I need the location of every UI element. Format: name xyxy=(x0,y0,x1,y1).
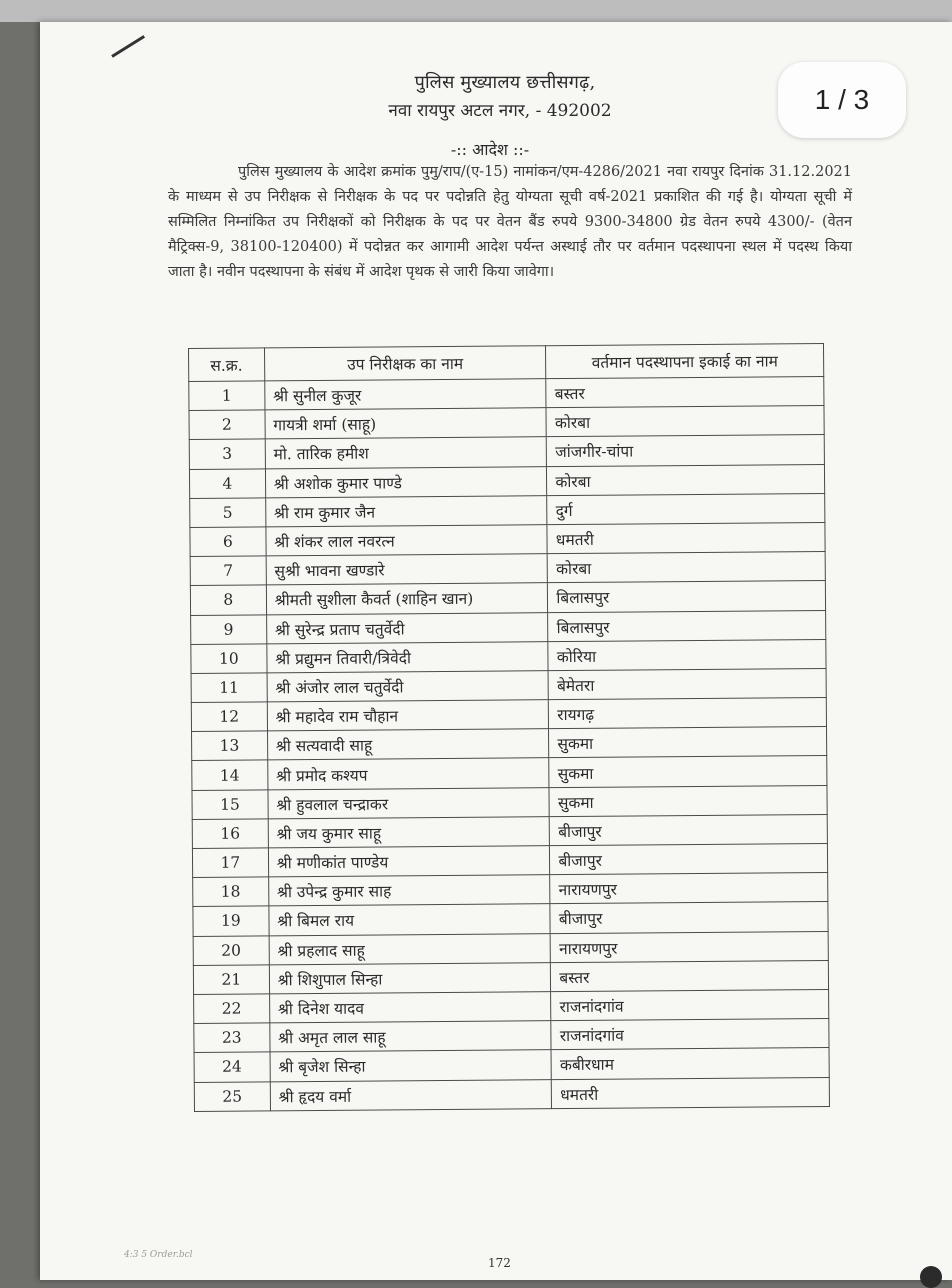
posting-unit-cell: धमतरी xyxy=(547,522,825,553)
posting-unit-cell: दुर्ग xyxy=(547,493,825,524)
officer-name-cell: श्री अशोक कुमार पाण्डे xyxy=(265,466,547,497)
serial-cell: 15 xyxy=(192,790,268,820)
posting-unit-cell: सुकमा xyxy=(549,756,827,787)
page-counter-badge[interactable]: 1 / 3 xyxy=(778,62,906,138)
officer-name-cell: श्री शंकर लाल नवरत्न xyxy=(266,525,548,556)
posting-unit-cell: राजनांदगांव xyxy=(551,1019,829,1050)
header-name: उप निरीक्षक का नाम xyxy=(264,346,546,381)
serial-cell: 1 xyxy=(189,381,265,411)
posting-unit-cell: नारायणपुर xyxy=(550,873,828,904)
order-paragraph: पुलिस मुख्यालय के आदेश क्रमांक पुमु/राप/(ए-15) नामांकन/एम-4286/2021 नवा रायपुर दिनांक 31.12.2021 के माध्यम से उप निरीक्षक से निरीक्षक के पद पर पदोन्नति हेतु योग्यता सूची वर्ष-2021 प्रकाशित की गई है। योग्यता सूची में सम्मिलित निम्नांकित उप निरीक्षकों को निरीक्षक के पद पर वेतन बैंड रुपये 9300-34800 ग्रेड वेतन रुपये 4300/- (वेतन मैट्रिक्स-9, 38100-120400) में पदोन्नत कर आगामी आदेश पर्यन्त अस्थाई तौर पर वर्तमान पदस्थापना स्थल में पदस्थ किया जाता है। नवीन पदस्थापना के संबंध में आदेश पृथक से जारी किया जावेगा। xyxy=(168,164,852,280)
serial-cell: 6 xyxy=(190,527,266,557)
posting-unit-cell: बेमेतरा xyxy=(548,668,826,699)
serial-cell: 19 xyxy=(193,906,269,936)
posting-unit-cell: जांजगीर-चांपा xyxy=(547,435,825,466)
officer-name-cell: श्री राम कुमार जैन xyxy=(265,495,547,526)
serial-cell: 14 xyxy=(192,760,268,790)
table-row xyxy=(194,1077,829,1111)
promotion-table xyxy=(188,343,830,1112)
serial-cell: 8 xyxy=(190,585,266,615)
officer-name-cell: श्री अंजोर लाल चतुर्वेदी xyxy=(267,671,549,702)
serial-cell: 25 xyxy=(194,1081,270,1111)
posting-unit-cell: कोरबा xyxy=(547,464,825,495)
officer-name-cell: श्री महादेव राम चौहान xyxy=(267,700,549,731)
posting-unit-cell: कोरबा xyxy=(547,552,825,583)
officer-name-cell: श्री सुनील कुजूर xyxy=(264,379,546,410)
serial-cell: 5 xyxy=(190,498,266,528)
serial-cell: 18 xyxy=(193,877,269,907)
officer-name-cell: श्री प्रहलाद साहू xyxy=(269,933,551,964)
footer-reference: 4:3 5 Order.bcl xyxy=(124,1250,193,1260)
table-body xyxy=(189,377,830,1112)
serial-cell: 17 xyxy=(192,848,268,878)
officer-name-cell: श्री शिशुपाल सिन्हा xyxy=(269,962,551,993)
officer-name-cell: सुश्री भावना खण्डारे xyxy=(266,554,548,585)
posting-unit-cell: रायगढ़ xyxy=(549,698,827,729)
officer-name-cell: श्री दिनेश यादव xyxy=(269,992,551,1023)
posting-unit-cell: बीजापुर xyxy=(550,902,828,933)
footer-page-number: 172 xyxy=(488,1256,511,1270)
corner-dot xyxy=(920,1266,942,1288)
table-header-row xyxy=(189,344,824,382)
serial-cell: 7 xyxy=(190,556,266,586)
serial-cell: 24 xyxy=(194,1052,270,1082)
posting-unit-cell: सुकमा xyxy=(549,785,827,816)
serial-cell: 11 xyxy=(191,673,267,703)
officer-name-cell: श्री अमृत लाल साहू xyxy=(270,1021,552,1052)
posting-unit-cell: बस्तर xyxy=(551,960,829,991)
officer-name-cell: श्री हुवलाल चन्द्राकर xyxy=(268,787,550,818)
office-name: पुलिस मुख्यालय छत्तीसगढ़, xyxy=(414,72,596,93)
posting-unit-cell: धमतरी xyxy=(552,1077,830,1108)
serial-cell: 16 xyxy=(192,819,268,849)
serial-cell: 9 xyxy=(191,614,267,644)
posting-unit-cell: राजनांदगांव xyxy=(551,989,829,1020)
officer-name-cell: श्री बिमल राय xyxy=(269,904,551,935)
officer-name-cell: मो. तारिक हमीश xyxy=(265,437,547,468)
serial-cell: 13 xyxy=(192,731,268,761)
posting-unit-cell: कोरबा xyxy=(546,406,824,437)
officer-name-cell: श्रीमती सुशीला कैवर्त (शाहिन खान) xyxy=(266,583,548,614)
posting-unit-cell: बिलासपुर xyxy=(548,581,826,612)
header-unit: वर्तमान पदस्थापना इकाई का नाम xyxy=(546,344,824,379)
posting-unit-cell: कोरिया xyxy=(548,639,826,670)
serial-cell: 2 xyxy=(189,410,265,440)
order-heading: -:: आदेश ::- xyxy=(450,140,530,159)
posting-unit-cell: बीजापुर xyxy=(550,843,828,874)
posting-unit-cell: बिलासपुर xyxy=(548,610,826,641)
posting-unit-cell: कबीरधाम xyxy=(551,1048,829,1079)
serial-cell: 10 xyxy=(191,644,267,674)
officer-name-cell: श्री प्रद्युमन तिवारी/त्रिवेदी xyxy=(267,641,549,672)
serial-cell: 21 xyxy=(193,965,269,995)
posting-unit-cell: बस्तर xyxy=(546,377,824,408)
serial-cell: 3 xyxy=(189,439,265,469)
serial-cell: 22 xyxy=(194,994,270,1024)
officer-name-cell: श्री उपेन्द्र कुमार साह xyxy=(268,875,550,906)
posting-unit-cell: बीजापुर xyxy=(550,814,828,845)
viewer-top-strip xyxy=(0,0,952,22)
serial-cell: 23 xyxy=(194,1023,270,1053)
officer-name-cell: श्री हृदय वर्मा xyxy=(270,1079,552,1110)
officer-name-cell: श्री सुरेन्द्र प्रताप चतुर्वेदी xyxy=(266,612,548,643)
serial-cell: 12 xyxy=(191,702,267,732)
serial-cell: 4 xyxy=(189,468,265,498)
office-address: नवा रायपुर अटल नगर, - 492002 xyxy=(388,101,612,121)
officer-name-cell: श्री जय कुमार साहू xyxy=(268,816,550,847)
officer-name-cell: श्री प्रमोद कश्यप xyxy=(267,758,549,789)
officer-name-cell: श्री बृजेश सिन्हा xyxy=(270,1050,552,1081)
officer-name-cell: गायत्री शर्मा (साहू) xyxy=(265,408,547,439)
serial-cell: 20 xyxy=(193,935,269,965)
posting-unit-cell: नारायणपुर xyxy=(550,931,828,962)
officer-name-cell: श्री सत्यवादी साहू xyxy=(267,729,549,760)
header-serial: स.क्र. xyxy=(189,348,265,382)
posting-unit-cell: सुकमा xyxy=(549,727,827,758)
officer-name-cell: श्री मणीकांत पाण्डेय xyxy=(268,846,550,877)
